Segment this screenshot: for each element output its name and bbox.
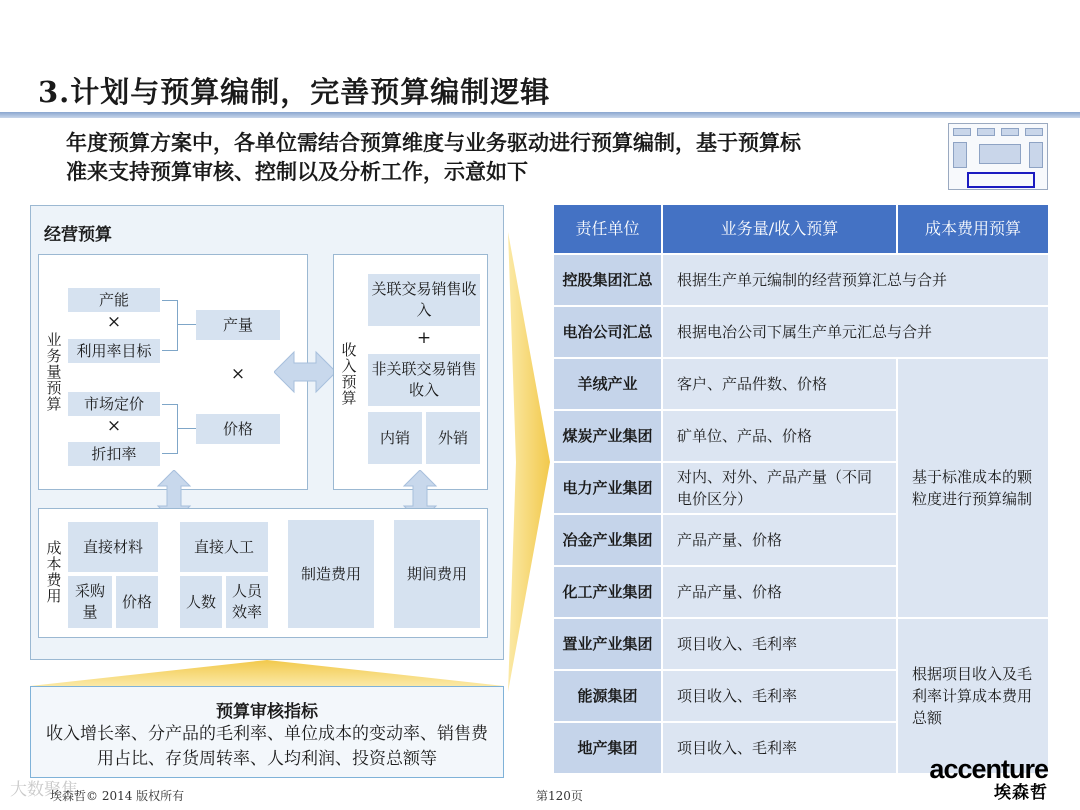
double-arrow-icon (274, 350, 336, 394)
table-cell-unit: 冶金产业集团 (554, 515, 661, 565)
table-cell-cost: 基于标准成本的颗粒度进行预算编制 (898, 359, 1048, 617)
manufacturing-cost-cell: 制造费用 (288, 520, 374, 628)
table-cell-cost: 根据项目收入及毛利率计算成本费用总额 (898, 619, 1048, 773)
table-cell-biz: 项目收入、毛利率 (663, 619, 896, 669)
accenture-logo (912, 756, 1048, 803)
table-cell-biz: 产品产量、价格 (663, 567, 896, 617)
bracket-price (162, 404, 178, 454)
price-cell: 价格 (196, 414, 280, 444)
table-cell-unit: 羊绒产业 (554, 359, 661, 409)
slide-title: 3.计划与预算编制，完善预算编制逻辑 (38, 75, 551, 109)
review-title: 预算审核指标 (216, 702, 318, 722)
domestic-sales-cell: 内销 (368, 412, 422, 464)
table-cell-unit: 电冶公司汇总 (554, 307, 661, 357)
plus-sign: + (416, 328, 432, 348)
operating-budget-title: 经营预算 (44, 225, 112, 245)
market-price-cell: 市场定价 (68, 392, 160, 416)
table-cell-biz: 对内、对外、产品产量（不同电价区分） (663, 463, 896, 513)
table-cell-biz: 项目收入、毛利率 (663, 723, 896, 773)
table-cell-biz: 矿单位、产品、价格 (663, 411, 896, 461)
arrow-price (178, 428, 196, 429)
headcount-cell: 人数 (180, 576, 222, 628)
triangle-pointer-icon (30, 660, 504, 686)
bracket-output (162, 300, 178, 351)
table-cell-biz: 根据电冶公司下属生产单元汇总与合并 (663, 307, 1048, 357)
table-cell-biz: 项目收入、毛利率 (663, 671, 896, 721)
table-header: 责任单位 (554, 205, 661, 253)
logo-cn: 埃森哲 (994, 783, 1048, 803)
utilization-target-cell: 利用率目标 (68, 339, 160, 363)
multiply-sign: × (106, 312, 122, 332)
intro-line-2: 准来支持预算审核、控制以及分析工作，示意如下 (66, 159, 528, 184)
capacity-cell: 产能 (68, 288, 160, 312)
title-divider (0, 112, 1080, 118)
staff-efficiency-cell: 人员效率 (226, 576, 268, 628)
watermark: 大数聚焦 (10, 780, 78, 800)
export-sales-cell: 外销 (426, 412, 480, 464)
table-cell-biz: 根据生产单元编制的经营预算汇总与合并 (663, 255, 1048, 305)
review-body: 收入增长率、分产品的毛利率、单位成本的变动率、销售费用占比、存货周转率、人均利润、投资总额等 (46, 724, 488, 769)
table-cell-unit: 煤炭产业集团 (554, 411, 661, 461)
material-price-cell: 价格 (116, 576, 158, 628)
multiply-sign: × (230, 364, 246, 384)
page-number: 第120页 (536, 789, 583, 803)
cost-budget-label: 成本费用 (46, 539, 62, 605)
period-cost-cell: 期间费用 (394, 520, 480, 628)
revenue-budget-label: 收入预算 (341, 341, 357, 407)
logo-brand: accenture (929, 754, 1048, 784)
table-cell-unit: 能源集团 (554, 671, 661, 721)
table-cell-unit: 地产集团 (554, 723, 661, 773)
purchase-qty-cell: 采购量 (68, 576, 112, 628)
arrow-output (178, 324, 196, 325)
output-cell: 产量 (196, 310, 280, 340)
table-cell-biz: 产品产量、价格 (663, 515, 896, 565)
table-header: 成本费用预算 (898, 205, 1048, 253)
discount-rate-cell: 折扣率 (68, 442, 160, 466)
table-cell-biz: 客户、产品件数、价格 (663, 359, 896, 409)
direct-material-cell: 直接材料 (68, 522, 158, 572)
related-sales-cell: 关联交易销售收入 (368, 274, 480, 326)
table-cell-unit: 化工产业集团 (554, 567, 661, 617)
multiply-sign: × (106, 416, 122, 436)
table-cell-unit: 控股集团汇总 (554, 255, 661, 305)
copyright-text: 埃森哲© 2014 版权所有 (50, 789, 185, 803)
intro-text (66, 128, 936, 186)
intro-line-1: 年度预算方案中，各单位需结合预算维度与业务驱动进行预算编制，基于预算标 (66, 130, 801, 155)
table-cell-unit: 电力产业集团 (554, 463, 661, 513)
navigation-thumbnail[interactable] (948, 123, 1048, 190)
review-indicators-box (30, 686, 504, 778)
non-related-sales-cell: 非关联交易销售收入 (368, 354, 480, 406)
table-header: 业务量/收入预算 (663, 205, 896, 253)
table-cell-unit: 置业产业集团 (554, 619, 661, 669)
direct-labor-cell: 直接人工 (180, 522, 268, 572)
budget-table (554, 205, 1048, 773)
chevron-arrow-icon (502, 232, 552, 692)
volume-budget-label: 业务量预算 (46, 331, 62, 413)
